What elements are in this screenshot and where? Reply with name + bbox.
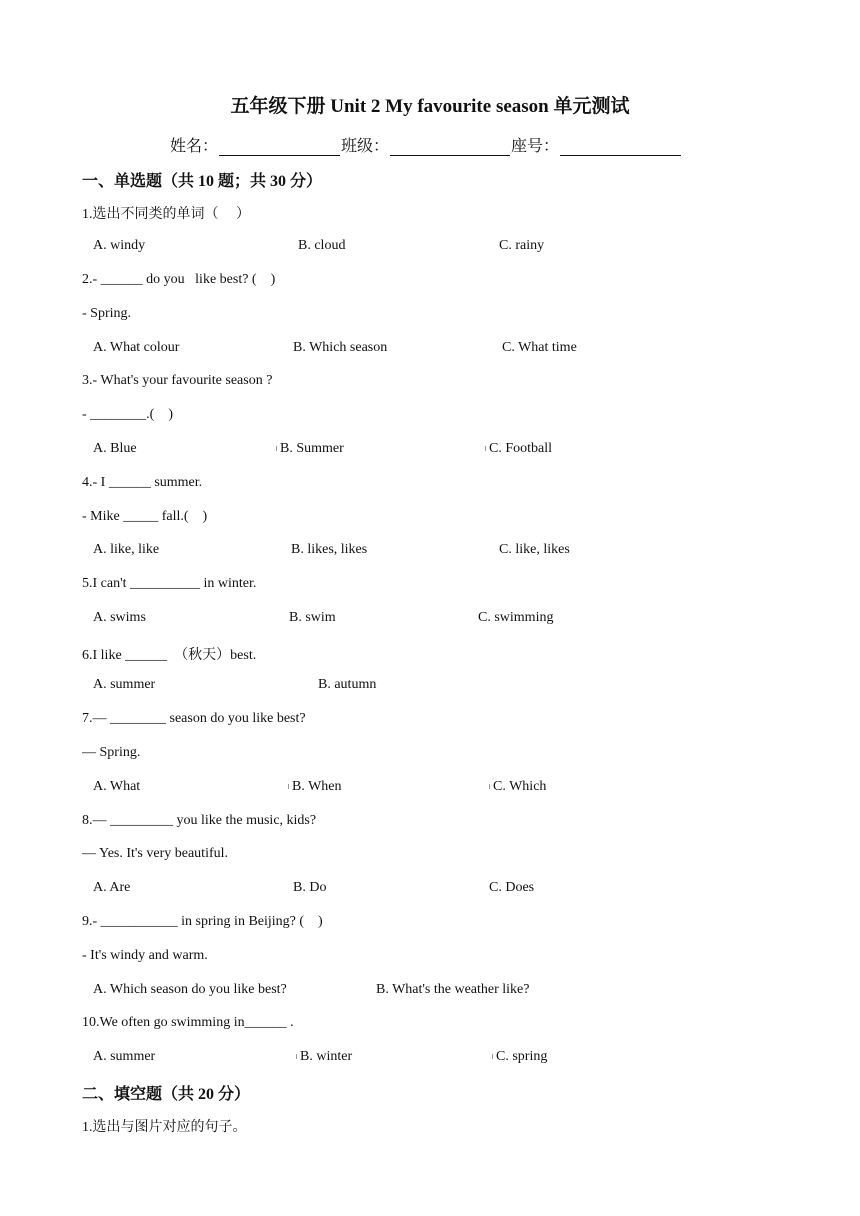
question-10-option-a[interactable]: A. summer <box>93 1049 156 1064</box>
option-marker-icon <box>296 1054 299 1059</box>
question-4-stem-line-2: - Mike _____ fall.( ) <box>82 509 208 524</box>
question-3-option-c-label: C. Football <box>489 441 553 456</box>
question-6-stem: 6.I like ______ （秋天）best. <box>82 648 257 663</box>
question-5-stem: 5.I can't __________ in winter. <box>82 576 257 591</box>
question-7-answer-line: — Spring. <box>82 745 141 760</box>
question-4-stem: 4.- I ______ summer. <box>82 475 203 490</box>
option-marker-icon <box>288 784 291 789</box>
name-blank[interactable] <box>219 139 340 156</box>
question-5-option-c[interactable]: C. swimming <box>478 610 554 625</box>
question-3-stem: 3.- What's your favourite season ? <box>82 373 273 388</box>
question-9-answer-line: - It's windy and warm. <box>82 948 208 963</box>
question-1-stem: 1.选出不同类的单词（ ） <box>82 207 250 222</box>
question-3-option-c[interactable] <box>485 441 552 457</box>
question-4-option-a[interactable]: A. like, like <box>93 542 160 557</box>
question-3-option-b[interactable] <box>276 441 344 457</box>
question-9-stem: 9.- ___________ in spring in Beijing? ( ) <box>82 914 323 929</box>
option-marker-icon <box>489 784 492 789</box>
question-1-option-b[interactable]: B. cloud <box>298 238 346 253</box>
question-7-stem: 7.— ________ season do you like best? <box>82 711 306 726</box>
question-3-option-a[interactable]: A. Blue <box>93 441 137 456</box>
question-8-option-c[interactable]: C. Does <box>489 880 535 895</box>
question-10-option-b[interactable] <box>296 1049 352 1065</box>
seat-label: 座号： <box>511 138 560 155</box>
question-2-option-c[interactable]: C. What time <box>502 340 577 355</box>
question-10-option-b-label: B. winter <box>300 1049 353 1064</box>
question-7-option-b-label: B. When <box>292 779 342 794</box>
page-title: 五年级下册 Unit 2 My favourite season 单元测试 <box>230 96 630 117</box>
question-2-option-a[interactable]: A. What colour <box>93 340 180 355</box>
option-marker-icon <box>276 446 279 451</box>
question-10-option-c[interactable] <box>492 1049 547 1065</box>
question-1-option-a[interactable]: A. windy <box>93 238 146 253</box>
question-5-option-a[interactable]: A. swims <box>93 610 146 625</box>
student-info-row <box>170 133 682 156</box>
question-6-option-a[interactable]: A. summer <box>93 677 156 692</box>
question-7-option-a[interactable]: A. What <box>93 779 141 794</box>
question-3-option-b-label: B. Summer <box>280 441 344 456</box>
option-marker-icon <box>485 446 488 451</box>
question-2-option-b[interactable]: B. Which season <box>293 340 388 355</box>
section-heading-single-choice: 一、单选题（共 10 题；共 30 分） <box>82 173 323 190</box>
question-1-option-c[interactable]: C. rainy <box>499 238 545 253</box>
question-8-stem: 8.— _________ you like the music, kids? <box>82 813 317 828</box>
question-7-option-b[interactable] <box>288 779 342 795</box>
class-label: 班级： <box>341 138 390 155</box>
question-7-option-c-label: C. Which <box>493 779 547 794</box>
question-8-answer-line: — Yes. It's very beautiful. <box>82 846 229 861</box>
name-label: 姓名： <box>170 138 219 155</box>
question-10-option-c-label: C. spring <box>496 1049 548 1064</box>
question-8-option-b[interactable]: B. Do <box>293 880 327 895</box>
question-3-answer-line: - ________.( ) <box>82 407 173 422</box>
seat-blank[interactable] <box>560 139 681 156</box>
question-9-option-a[interactable]: A. Which season do you like best? <box>93 982 287 997</box>
question-4-option-c[interactable]: C. like, likes <box>499 542 570 557</box>
question-4-option-b[interactable]: B. likes, likes <box>291 542 368 557</box>
question-2-answer-line: - Spring. <box>82 306 131 321</box>
question-8-option-a[interactable]: A. Are <box>93 880 131 895</box>
section-2-question-1-stem: 1.选出与图片对应的句子。 <box>82 1120 247 1135</box>
question-5-option-b[interactable]: B. swim <box>289 610 336 625</box>
option-marker-icon <box>492 1054 495 1059</box>
class-blank[interactable] <box>390 139 510 156</box>
question-9-option-b[interactable]: B. What's the weather like? <box>376 982 530 997</box>
section-heading-fill-in: 二、填空题（共 20 分） <box>82 1086 251 1103</box>
question-2-stem: 2.- ______ do you like best? ( ) <box>82 272 276 287</box>
question-10-stem: 10.We often go swimming in______ . <box>82 1015 294 1030</box>
question-6-option-b[interactable]: B. autumn <box>318 677 377 692</box>
question-7-option-c[interactable] <box>489 779 546 795</box>
